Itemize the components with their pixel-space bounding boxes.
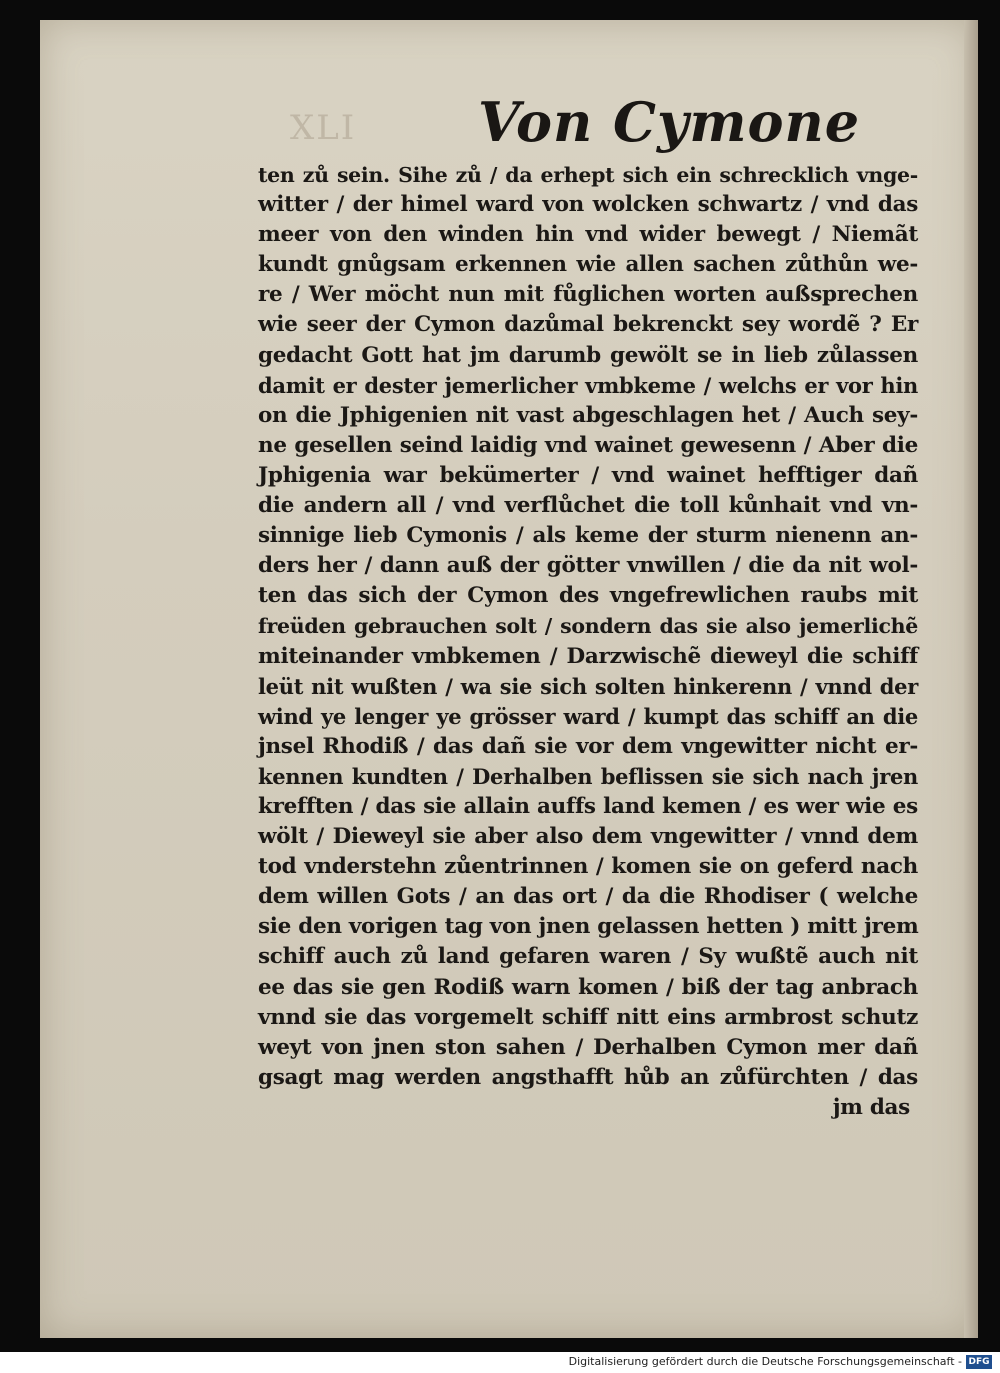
text-line: kundt gnůgsam erkennen wie allen sachen zůthůn we-	[258, 252, 918, 278]
text-line: dem willen Gots / an das ort / da die Rhodiser ( welche	[258, 884, 918, 910]
text-line: schiff auch zů land gefaren waren / Sy wußtẽ auch nit	[258, 944, 918, 970]
text-line: wind ye lenger ye grösser ward / kumpt das schiff an die	[258, 703, 918, 729]
text-line: damit er dester jemerlicher vmbkeme / welchs er vor hin	[258, 372, 918, 398]
text-line: miteinander vmbkemen / Darzwischẽ dieweyl die schiff	[258, 643, 918, 669]
text-line: Jphigenia war bekümerter / vnd wainet hefftiger dañ	[258, 462, 918, 488]
text-line: die andern all / vnd verflůchet die toll kůnhait vnd vn-	[258, 493, 918, 519]
text-line: meer von den winden hin vnd wider bewegt / Niemãt	[258, 222, 918, 248]
page-edge	[964, 20, 978, 1338]
text-line: kennen kundten / Derhalben beflissen sie sich nach jren	[258, 763, 918, 789]
bleed-through-folio: XLI	[290, 108, 357, 148]
catchword-line: jm das	[832, 1094, 910, 1120]
text-line: wie seer der Cymon dazůmal bekrenckt sey wordẽ ? Er	[258, 312, 918, 338]
text-line: wölt / Dieweyl sie aber also dem vngewitter / vnnd dem	[258, 824, 918, 850]
text-line: ders her / dann auß der götter vnwillen / die da nit wol-	[258, 553, 918, 579]
text-line: ne gesellen seind laidig vnd wainet gewesenn / Aber die	[258, 432, 918, 458]
text-line: weyt von jnen ston sahen / Derhalben Cymon mer dañ	[258, 1034, 918, 1060]
text-line: leüt nit wußten / wa sie sich solten hinkerenn / vnnd der	[258, 673, 918, 699]
text-line: vnnd sie das vorgemelt schiff nitt eins armbrost schutz	[258, 1004, 918, 1030]
text-line: ee das sie gen Rodiß warn komen / biß der tag anbrach	[258, 974, 918, 1000]
footer-bar	[0, 1352, 1000, 1373]
funding-credit: Digitalisierung gefördert durch die Deutsche Forschungsgemeinschaft -	[568, 1355, 962, 1368]
text-line: ten zů sein. Sihe zů / da erhept sich ein schrecklich vnge-	[258, 163, 918, 187]
text-line: jnsel Rhodiß / das dañ sie vor dem vngewitter nicht er-	[258, 733, 918, 759]
dfg-logo-icon[interactable]: DFG	[966, 1355, 992, 1369]
text-line: on die Jphigenien nit vast abgeschlagen het / Auch sey-	[258, 402, 918, 428]
text-line: tod vnderstehn zůentrinnen / komen sie on geferd nach	[258, 854, 918, 880]
text-line: gedacht Gott hat jm darumb gewölt se in lieb zůlassen	[258, 342, 918, 368]
text-line: sie den vorigen tag von jnen gelassen hetten ) mitt jrem	[258, 914, 919, 940]
text-line: gsagt mag werden angsthafft hůb an zůfürchten / das	[258, 1064, 918, 1090]
text-line: ten das sich der Cymon des vngefrewlichen raubs mit	[258, 583, 918, 609]
text-line: re / Wer möcht nun mit fůglichen worten außsprechen	[258, 282, 918, 308]
text-line: witter / der himel ward von wolcken schwartz / vnd das	[258, 192, 918, 218]
running-head: Von Cymone	[478, 90, 861, 154]
text-line: krefften / das sie allain auffs land kemen / es wer wie es	[258, 793, 918, 819]
text-line: sinnige lieb Cymonis / als keme der sturm nienenn an-	[258, 523, 918, 549]
text-line: freüden gebrauchen solt / sondern das sie also jemerlichẽ	[258, 614, 918, 639]
body-text	[258, 160, 918, 1123]
